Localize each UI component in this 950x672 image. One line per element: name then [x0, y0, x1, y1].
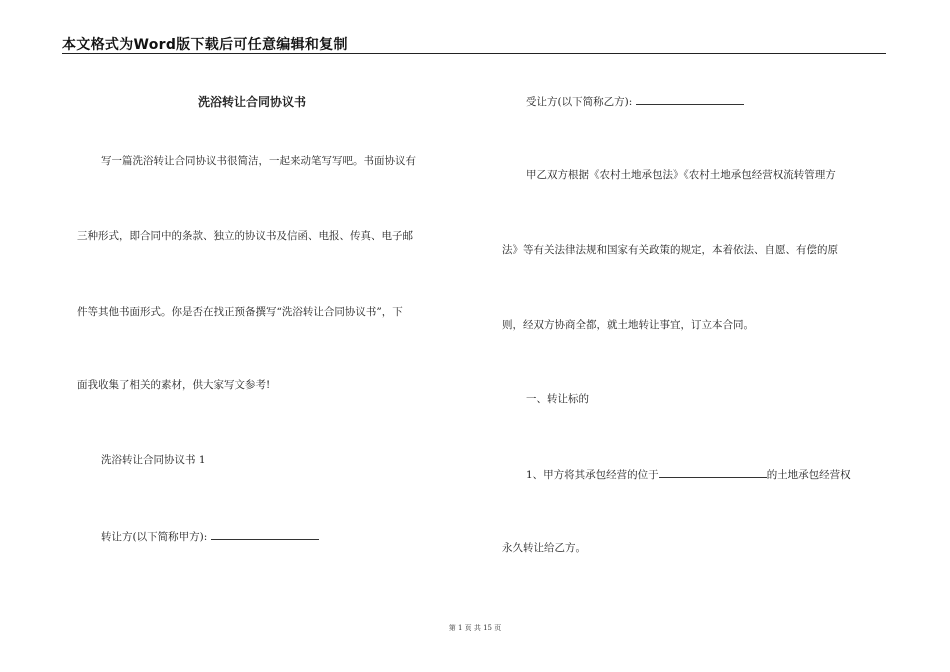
intro-line-3: 件等其他书面形式。你是否在找正预备撰写“洗浴转让合同协议书”，下 [77, 306, 403, 318]
transferee-blank [636, 93, 744, 105]
item1-prefix: 1、甲方将其承包经营的位于 [526, 469, 659, 481]
top-divider [62, 53, 886, 54]
transferee-line [526, 93, 744, 109]
transferor-label: 转让方(以下简称甲方): [101, 531, 208, 543]
section-heading: 一、转让标的 [526, 393, 589, 405]
intro-line-2: 三种形式，即合同中的条款、独立的协议书及信函、电报、传真、电子邮 [77, 230, 413, 242]
intro-line-4: 面我收集了相关的素材，供大家写文参考! [77, 379, 271, 391]
basis-line-2: 法》等有关法律法规和国家有关政策的规定，本着依法、自愿、有偿的原 [502, 244, 838, 256]
page-footer: 第 1 页 共 15 页 [448, 624, 502, 632]
document-title: 洗浴转让合同协议书 [198, 95, 307, 109]
location-blank [659, 466, 767, 478]
transferee-label: 受让方(以下简称乙方): [526, 96, 633, 108]
intro-line-1: 写一篇洗浴转让合同协议书很简洁，一起来动笔写写吧。书面协议有 [101, 155, 416, 167]
top-banner: 本文格式为Word版下载后可任意编辑和复制 [62, 37, 348, 53]
basis-line-3: 则，经双方协商全都，就土地转让事宜，订立本合同。 [502, 319, 754, 331]
item1-line-2: 永久转让给乙方。 [502, 542, 586, 554]
item1-line-1 [526, 466, 851, 482]
item1-suffix: 的土地承包经营权 [766, 469, 851, 481]
agreement-subtitle: 洗浴转让合同协议书 1 [101, 454, 206, 466]
transferor-line [101, 528, 319, 544]
basis-line-1: 甲乙双方根据《农村土地承包法》《农村土地承包经营权流转管理方 [526, 169, 836, 181]
transferor-blank [211, 528, 319, 540]
